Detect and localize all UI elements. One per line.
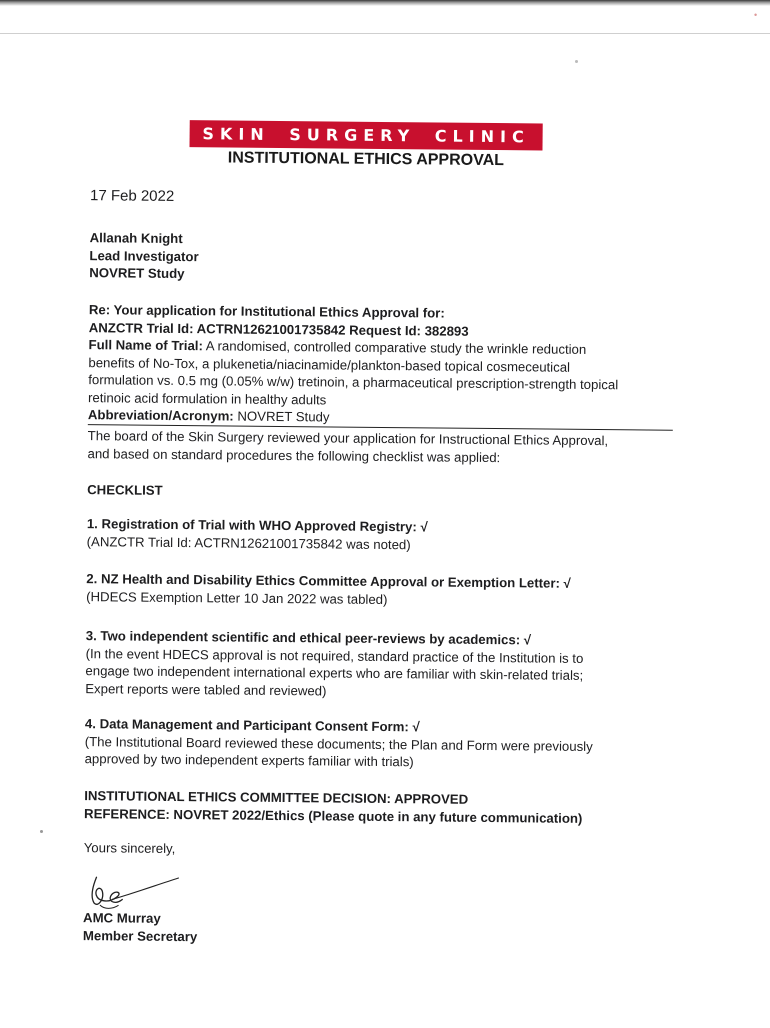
decision-line: INSTITUTIONAL ETHICS COMMITTEE DECISION: APPROVED — [84, 788, 469, 807]
abbreviation-value: NOVRET Study — [233, 408, 330, 425]
recipient-role: Lead Investigator — [89, 247, 199, 264]
intro-line-2: and based on standard procedures the following checklist was applied: — [87, 445, 501, 465]
checklist-item — [86, 570, 686, 611]
committee-decision — [84, 787, 684, 828]
subject-line: Re: Your application for Institutional Ethics Approval for: — [88, 302, 445, 321]
checklist-heading: CHECKLIST — [87, 482, 163, 498]
checklist-item — [85, 627, 686, 703]
clinic-logo-bar — [189, 120, 542, 150]
letter-date: 17 Feb 2022 — [89, 187, 175, 205]
checklist-item-title: 3. Two independent scientific and ethical peer-reviews by academics: √ — [85, 628, 532, 648]
checklist-item-note: (The Institutional Board reviewed these documents; the Plan and Form were previously — [84, 733, 593, 754]
clinic-brand-name: SKIN SURGERY CLINIC — [202, 124, 530, 147]
checklist-item — [85, 715, 685, 773]
full-name-line-1: A randomised, controlled comparative study the wrinkle reduction — [202, 338, 587, 357]
checklist-item-note: (ANZCTR Trial Id: ACTRN12621001735842 was noted) — [86, 533, 411, 552]
handwritten-signature — [82, 869, 192, 912]
subject-block — [88, 301, 689, 429]
recipient-study: NOVRET Study — [89, 265, 185, 282]
checklist-item-note: (In the event HDECS approval is not required, standard practice of the Institution is to — [85, 645, 584, 666]
intro-paragraph — [87, 427, 687, 468]
trial-ids: ANZCTR Trial Id: ACTRN12621001735842 Request Id: 382893 — [88, 319, 469, 339]
signer-block — [83, 909, 683, 950]
reference-line: REFERENCE: NOVRET 2022/Ethics (Please quote in any future communication) — [84, 805, 583, 826]
signer-name: AMC Murray — [83, 910, 161, 926]
checklist-item-title: 1. Registration of Trial with WHO Approved Registry: √ — [86, 516, 428, 535]
document-title: INSTITUTIONAL ETHICS APPROVAL — [227, 149, 505, 170]
checklist-item-note: engage two independent international experts who are familiar with skin-related trials; — [85, 663, 584, 683]
full-name-line-3: formulation vs. 0.5 mg (0.05% w/w) tretinoin, a pharmaceutical prescription-strength topical — [88, 372, 619, 393]
abbreviation-label: Abbreviation/Acronym: — [87, 407, 234, 424]
checklist-item-title: 2. NZ Health and Disability Ethics Committee Approval or Exemption Letter: √ — [86, 571, 571, 591]
corner-mark-icon: • — [754, 10, 758, 20]
checklist-item-note: (HDECS Exemption Letter 10 Jan 2022 was tabled) — [86, 588, 388, 607]
full-name-line-4: retinoic acid formulation in healthy adults — [88, 389, 327, 407]
checklist-item-note: approved by two independent experts familiar with trials) — [84, 751, 414, 770]
recipient-name: Allanah Knight — [89, 230, 183, 247]
recipient-block — [89, 229, 689, 287]
full-name-label: Full Name of Trial: — [88, 337, 203, 354]
checklist-item — [87, 515, 687, 556]
full-name-line-2: benefits of No-Tox, a plukenetia/niacinamide/plankton-based topical cosmeceutical — [88, 354, 571, 375]
checklist-item-title: 4. Data Management and Participant Consent Form: √ — [84, 716, 420, 735]
closing-salutation: Yours sincerely, — [83, 840, 176, 857]
intro-line-1: The board of the Skin Surgery reviewed your application for Instructional Ethics Approval, — [87, 428, 609, 449]
signer-title: Member Secretary — [82, 927, 198, 944]
checklist-item-note: Expert reports were tabled and reviewed) — [85, 680, 327, 698]
